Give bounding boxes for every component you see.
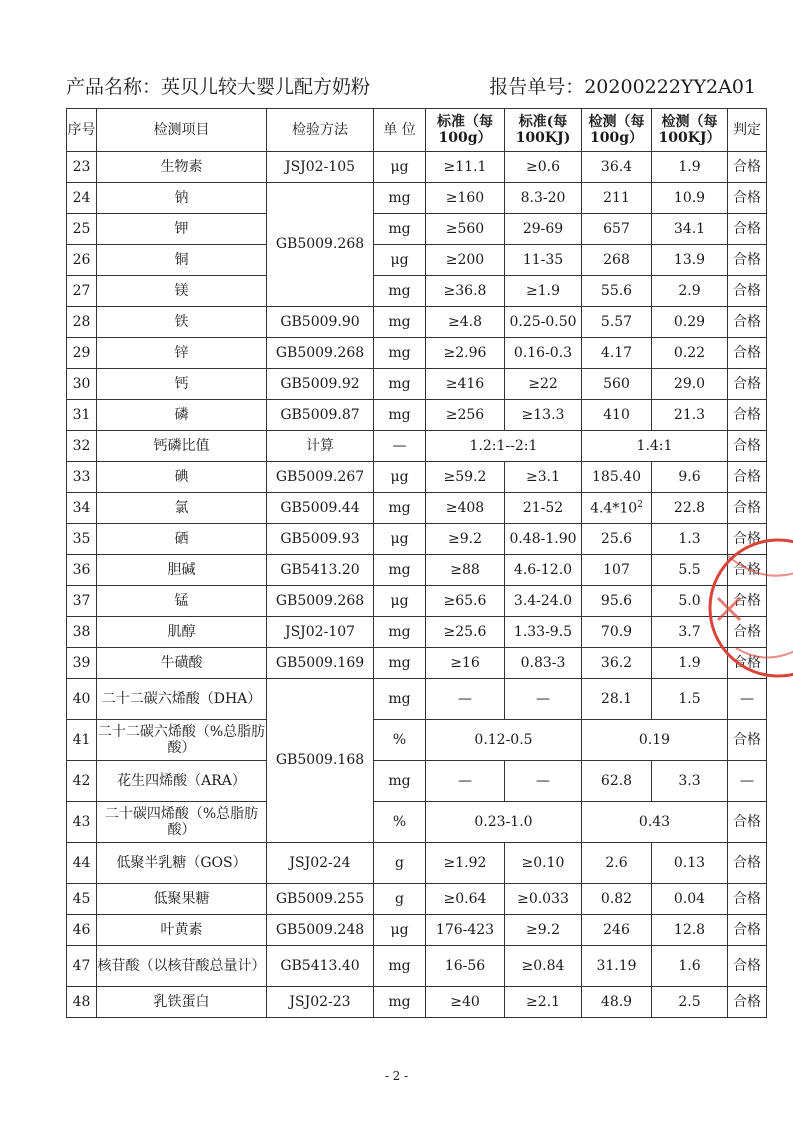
table-header-row bbox=[67, 109, 767, 152]
test-item: 叶黄素 bbox=[97, 915, 267, 946]
standard-per-100g: ≥16 bbox=[426, 648, 505, 679]
verdict: 合格 bbox=[728, 276, 767, 307]
row-number: 39 bbox=[67, 648, 97, 679]
standard-per-100kj: ≥1.9 bbox=[505, 276, 582, 307]
test-method: JSJ02-24 bbox=[267, 843, 374, 884]
standard-per-100g: ≥88 bbox=[426, 555, 505, 586]
verdict: 合格 bbox=[728, 431, 767, 462]
table-row bbox=[67, 431, 767, 462]
table-row bbox=[67, 338, 767, 369]
result-per-100g: 211 bbox=[582, 183, 652, 214]
product-name: 产品名称：英贝儿较大婴儿配方奶粉 bbox=[66, 76, 371, 98]
standard-per-100g: ≥200 bbox=[426, 245, 505, 276]
row-number: 40 bbox=[67, 679, 97, 720]
result-per-100kj: 0.13 bbox=[652, 843, 728, 884]
test-method: GB5009.168 bbox=[267, 679, 374, 843]
test-method: 计算 bbox=[267, 431, 374, 462]
row-number: 33 bbox=[67, 462, 97, 493]
standard-per-100g: ≥25.6 bbox=[426, 617, 505, 648]
verdict: 合格 bbox=[728, 524, 767, 555]
verdict: 合格 bbox=[728, 802, 767, 843]
verdict: 合格 bbox=[728, 720, 767, 761]
standard-per-100g: ≥36.8 bbox=[426, 276, 505, 307]
row-number: 41 bbox=[67, 720, 97, 761]
test-method: GB5009.44 bbox=[267, 493, 374, 524]
standard-per-100g: ≥4.8 bbox=[426, 307, 505, 338]
result-per-100g: 185.40 bbox=[582, 462, 652, 493]
test-method: GB5009.92 bbox=[267, 369, 374, 400]
test-method: GB5009.93 bbox=[267, 524, 374, 555]
test-item: 花生四烯酸（ARA） bbox=[97, 761, 267, 802]
result-per-100g: 5.57 bbox=[582, 307, 652, 338]
result-per-100g: 246 bbox=[582, 915, 652, 946]
unit: g bbox=[374, 843, 426, 884]
test-item: 钾 bbox=[97, 214, 267, 245]
row-number: 35 bbox=[67, 524, 97, 555]
test-method: GB5009.267 bbox=[267, 462, 374, 493]
unit: % bbox=[374, 802, 426, 843]
test-item: 生物素 bbox=[97, 152, 267, 183]
test-item: 肌醇 bbox=[97, 617, 267, 648]
standard-per-100kj: ≥0.10 bbox=[505, 843, 582, 884]
result-per-100kj: 34.1 bbox=[652, 214, 728, 245]
result-per-100g: 560 bbox=[582, 369, 652, 400]
standard-per-100kj: 3.4-24.0 bbox=[505, 586, 582, 617]
col-item-header: 检测项目 bbox=[97, 109, 267, 152]
unit: % bbox=[374, 720, 426, 761]
row-number: 46 bbox=[67, 915, 97, 946]
result-per-100g: 410 bbox=[582, 400, 652, 431]
test-item: 钠 bbox=[97, 183, 267, 214]
result-per-100g: 107 bbox=[582, 555, 652, 586]
table-row bbox=[67, 946, 767, 987]
verdict: — bbox=[728, 679, 767, 720]
row-number: 28 bbox=[67, 307, 97, 338]
result-per-100g: 25.6 bbox=[582, 524, 652, 555]
unit: μg bbox=[374, 586, 426, 617]
test-item: 胆碱 bbox=[97, 555, 267, 586]
standard-per-100kj: — bbox=[505, 679, 582, 720]
col-no-header: 序号 bbox=[67, 109, 97, 152]
result-base: 4.4*10 bbox=[590, 500, 638, 517]
unit: mg bbox=[374, 946, 426, 987]
table-row bbox=[67, 400, 767, 431]
verdict: 合格 bbox=[728, 152, 767, 183]
standard-per-100g: ≥160 bbox=[426, 183, 505, 214]
result-per-100g: 36.2 bbox=[582, 648, 652, 679]
standard-per-100kj: ≥2.1 bbox=[505, 987, 582, 1018]
test-item: 二十碳四烯酸（%总脂肪酸） bbox=[97, 802, 267, 843]
test-item: 铁 bbox=[97, 307, 267, 338]
standard-per-100g: ≥11.1 bbox=[426, 152, 505, 183]
standard-per-100kj: 0.48-1.90 bbox=[505, 524, 582, 555]
test-item: 硒 bbox=[97, 524, 267, 555]
test-item: 氯 bbox=[97, 493, 267, 524]
test-item: 锰 bbox=[97, 586, 267, 617]
report-number: 报告单号：20200222YY2A01 bbox=[489, 76, 756, 98]
test-method: GB5009.268 bbox=[267, 586, 374, 617]
unit: mg bbox=[374, 987, 426, 1018]
row-number: 24 bbox=[67, 183, 97, 214]
unit: mg bbox=[374, 183, 426, 214]
result-per-100g: 0.82 bbox=[582, 884, 652, 915]
verdict: 合格 bbox=[728, 462, 767, 493]
standard-per-100kj: 1.33-9.5 bbox=[505, 617, 582, 648]
result-per-100kj: 1.9 bbox=[652, 152, 728, 183]
test-method: JSJ02-23 bbox=[267, 987, 374, 1018]
unit: mg bbox=[374, 276, 426, 307]
row-number: 25 bbox=[67, 214, 97, 245]
unit: μg bbox=[374, 462, 426, 493]
result-exponent: 2 bbox=[637, 499, 643, 510]
standard-per-100kj: 4.6-12.0 bbox=[505, 555, 582, 586]
test-item: 镁 bbox=[97, 276, 267, 307]
test-item: 核苷酸（以核苷酸总量计） bbox=[97, 946, 267, 987]
unit: μg bbox=[374, 524, 426, 555]
row-number: 42 bbox=[67, 761, 97, 802]
table-row bbox=[67, 276, 767, 307]
result-per-100kj: 12.8 bbox=[652, 915, 728, 946]
table-row bbox=[67, 802, 767, 843]
test-item: 二十二碳六烯酸（DHA） bbox=[97, 679, 267, 720]
result-per-100kj: 0.29 bbox=[652, 307, 728, 338]
table-row bbox=[67, 493, 767, 524]
standard-per-100kj: 8.3-20 bbox=[505, 183, 582, 214]
col-method-header: 检验方法 bbox=[267, 109, 374, 152]
unit: mg bbox=[374, 555, 426, 586]
standard-per-100kj: 0.25-0.50 bbox=[505, 307, 582, 338]
standard-merged: 1.2:1--2:1 bbox=[426, 431, 582, 462]
verdict: 合格 bbox=[728, 245, 767, 276]
test-method: GB5009.268 bbox=[267, 338, 374, 369]
verdict: 合格 bbox=[728, 555, 767, 586]
result-per-100kj: 29.0 bbox=[652, 369, 728, 400]
standard-per-100g: ≥416 bbox=[426, 369, 505, 400]
result-per-100g: 62.8 bbox=[582, 761, 652, 802]
table-row bbox=[67, 843, 767, 884]
result-per-100kj: 5.5 bbox=[652, 555, 728, 586]
standard-merged: 0.23-1.0 bbox=[426, 802, 582, 843]
table-row bbox=[67, 761, 767, 802]
unit: mg bbox=[374, 400, 426, 431]
table-row bbox=[67, 586, 767, 617]
row-number: 29 bbox=[67, 338, 97, 369]
result-per-100g: 95.6 bbox=[582, 586, 652, 617]
test-method: GB5009.169 bbox=[267, 648, 374, 679]
test-item: 乳铁蛋白 bbox=[97, 987, 267, 1018]
unit: g bbox=[374, 884, 426, 915]
standard-per-100g: ≥40 bbox=[426, 987, 505, 1018]
test-item: 铜 bbox=[97, 245, 267, 276]
table-row bbox=[67, 884, 767, 915]
test-method: JSJ02-107 bbox=[267, 617, 374, 648]
unit: μg bbox=[374, 915, 426, 946]
table-row bbox=[67, 307, 767, 338]
result-per-100kj: 22.8 bbox=[652, 493, 728, 524]
test-method: GB5413.40 bbox=[267, 946, 374, 987]
verdict: 合格 bbox=[728, 493, 767, 524]
standard-per-100kj: 0.16-0.3 bbox=[505, 338, 582, 369]
test-method: GB5413.20 bbox=[267, 555, 374, 586]
standard-per-100kj: ≥22 bbox=[505, 369, 582, 400]
result-per-100kj: 2.5 bbox=[652, 987, 728, 1018]
page-number: - 2 - bbox=[384, 1069, 409, 1083]
unit: mg bbox=[374, 493, 426, 524]
standard-per-100g: ≥560 bbox=[426, 214, 505, 245]
inspection-table bbox=[66, 108, 767, 1018]
standard-per-100g: ≥59.2 bbox=[426, 462, 505, 493]
result-per-100g: 4.17 bbox=[582, 338, 652, 369]
verdict: 合格 bbox=[728, 843, 767, 884]
verdict: 合格 bbox=[728, 987, 767, 1018]
result-per-100g: 70.9 bbox=[582, 617, 652, 648]
standard-per-100g: ≥0.64 bbox=[426, 884, 505, 915]
row-number: 30 bbox=[67, 369, 97, 400]
standard-per-100g: ≥256 bbox=[426, 400, 505, 431]
standard-per-100kj: 11-35 bbox=[505, 245, 582, 276]
verdict: 合格 bbox=[728, 183, 767, 214]
result-merged: 0.19 bbox=[582, 720, 728, 761]
result-merged: 0.43 bbox=[582, 802, 728, 843]
result-per-100kj: 0.04 bbox=[652, 884, 728, 915]
result-per-100kj: 1.5 bbox=[652, 679, 728, 720]
test-method: GB5009.248 bbox=[267, 915, 374, 946]
unit: mg bbox=[374, 617, 426, 648]
verdict: 合格 bbox=[728, 946, 767, 987]
row-number: 36 bbox=[67, 555, 97, 586]
table-row bbox=[67, 555, 767, 586]
standard-per-100kj: ≥0.84 bbox=[505, 946, 582, 987]
standard-per-100kj: ≥3.1 bbox=[505, 462, 582, 493]
row-number: 23 bbox=[67, 152, 97, 183]
unit: mg bbox=[374, 214, 426, 245]
verdict: 合格 bbox=[728, 400, 767, 431]
unit: mg bbox=[374, 679, 426, 720]
row-number: 27 bbox=[67, 276, 97, 307]
test-item: 低聚果糖 bbox=[97, 884, 267, 915]
result-per-100kj: 1.6 bbox=[652, 946, 728, 987]
test-item: 二十二碳六烯酸（%总脂肪酸） bbox=[97, 720, 267, 761]
row-number: 45 bbox=[67, 884, 97, 915]
col-res-100kj-header: 检测（每100KJ） bbox=[652, 109, 728, 152]
table-row bbox=[67, 987, 767, 1018]
table-row bbox=[67, 679, 767, 720]
verdict: 合格 bbox=[728, 307, 767, 338]
standard-per-100g: — bbox=[426, 761, 505, 802]
standard-per-100g: — bbox=[426, 679, 505, 720]
row-number: 38 bbox=[67, 617, 97, 648]
result-per-100g bbox=[582, 493, 652, 524]
standard-per-100g: 176-423 bbox=[426, 915, 505, 946]
col-std-100kj-header: 标准(每100KJ) bbox=[505, 109, 582, 152]
standard-per-100kj: ≥0.6 bbox=[505, 152, 582, 183]
result-per-100g: 55.6 bbox=[582, 276, 652, 307]
test-method: JSJ02-105 bbox=[267, 152, 374, 183]
unit: — bbox=[374, 431, 426, 462]
result-per-100g: 657 bbox=[582, 214, 652, 245]
row-number: 31 bbox=[67, 400, 97, 431]
report-header bbox=[66, 72, 756, 106]
unit: mg bbox=[374, 338, 426, 369]
verdict: 合格 bbox=[728, 648, 767, 679]
test-item: 钙磷比值 bbox=[97, 431, 267, 462]
result-per-100kj: 1.9 bbox=[652, 648, 728, 679]
unit: mg bbox=[374, 307, 426, 338]
result-per-100g: 48.9 bbox=[582, 987, 652, 1018]
result-per-100g: 36.4 bbox=[582, 152, 652, 183]
table-row bbox=[67, 617, 767, 648]
row-number: 47 bbox=[67, 946, 97, 987]
table-row bbox=[67, 214, 767, 245]
test-method: GB5009.268 bbox=[267, 183, 374, 307]
row-number: 43 bbox=[67, 802, 97, 843]
table-row bbox=[67, 369, 767, 400]
standard-per-100g: 16-56 bbox=[426, 946, 505, 987]
test-item: 磷 bbox=[97, 400, 267, 431]
test-item: 钙 bbox=[97, 369, 267, 400]
table-row bbox=[67, 183, 767, 214]
unit: μg bbox=[374, 152, 426, 183]
test-item: 碘 bbox=[97, 462, 267, 493]
standard-per-100kj: 0.83-3 bbox=[505, 648, 582, 679]
test-method: GB5009.90 bbox=[267, 307, 374, 338]
result-per-100kj: 5.0 bbox=[652, 586, 728, 617]
result-per-100g: 268 bbox=[582, 245, 652, 276]
verdict: 合格 bbox=[728, 617, 767, 648]
row-number: 32 bbox=[67, 431, 97, 462]
result-per-100kj: 3.3 bbox=[652, 761, 728, 802]
row-number: 34 bbox=[67, 493, 97, 524]
standard-per-100g: ≥65.6 bbox=[426, 586, 505, 617]
standard-per-100g: ≥1.92 bbox=[426, 843, 505, 884]
table-row bbox=[67, 648, 767, 679]
table-row bbox=[67, 524, 767, 555]
col-res-100g-header: 检测（每100g） bbox=[582, 109, 652, 152]
verdict: 合格 bbox=[728, 586, 767, 617]
table-row bbox=[67, 245, 767, 276]
result-per-100kj: 9.6 bbox=[652, 462, 728, 493]
unit: mg bbox=[374, 761, 426, 802]
test-item: 低聚半乳糖（GOS） bbox=[97, 843, 267, 884]
result-per-100kj: 13.9 bbox=[652, 245, 728, 276]
verdict: 合格 bbox=[728, 915, 767, 946]
row-number: 44 bbox=[67, 843, 97, 884]
standard-per-100kj: ≥0.033 bbox=[505, 884, 582, 915]
standard-per-100kj: 21-52 bbox=[505, 493, 582, 524]
result-per-100g: 2.6 bbox=[582, 843, 652, 884]
standard-per-100g: ≥2.96 bbox=[426, 338, 505, 369]
standard-per-100kj: — bbox=[505, 761, 582, 802]
test-item: 牛磺酸 bbox=[97, 648, 267, 679]
row-number: 48 bbox=[67, 987, 97, 1018]
verdict: 合格 bbox=[728, 214, 767, 245]
unit: mg bbox=[374, 648, 426, 679]
result-per-100kj: 10.9 bbox=[652, 183, 728, 214]
standard-per-100kj: ≥13.3 bbox=[505, 400, 582, 431]
table-row bbox=[67, 462, 767, 493]
unit: mg bbox=[374, 369, 426, 400]
unit: μg bbox=[374, 245, 426, 276]
test-method: GB5009.255 bbox=[267, 884, 374, 915]
col-unit-header: 单 位 bbox=[374, 109, 426, 152]
result-per-100kj: 0.22 bbox=[652, 338, 728, 369]
result-per-100kj: 2.9 bbox=[652, 276, 728, 307]
col-std-100g-header: 标准（每100g） bbox=[426, 109, 505, 152]
standard-per-100kj: ≥9.2 bbox=[505, 915, 582, 946]
standard-per-100g: ≥9.2 bbox=[426, 524, 505, 555]
test-item: 锌 bbox=[97, 338, 267, 369]
verdict: — bbox=[728, 761, 767, 802]
result-merged: 1.4:1 bbox=[582, 431, 728, 462]
table-row bbox=[67, 152, 767, 183]
row-number: 37 bbox=[67, 586, 97, 617]
test-method: GB5009.87 bbox=[267, 400, 374, 431]
row-number: 26 bbox=[67, 245, 97, 276]
verdict: 合格 bbox=[728, 369, 767, 400]
standard-per-100kj: 29-69 bbox=[505, 214, 582, 245]
verdict: 合格 bbox=[728, 338, 767, 369]
standard-merged: 0.12-0.5 bbox=[426, 720, 582, 761]
standard-per-100g: ≥408 bbox=[426, 493, 505, 524]
result-per-100g: 28.1 bbox=[582, 679, 652, 720]
table-row bbox=[67, 915, 767, 946]
result-per-100kj: 3.7 bbox=[652, 617, 728, 648]
table-row bbox=[67, 720, 767, 761]
col-verdict-header: 判定 bbox=[728, 109, 767, 152]
result-per-100g: 31.19 bbox=[582, 946, 652, 987]
result-per-100kj: 21.3 bbox=[652, 400, 728, 431]
result-per-100kj: 1.3 bbox=[652, 524, 728, 555]
verdict: 合格 bbox=[728, 884, 767, 915]
